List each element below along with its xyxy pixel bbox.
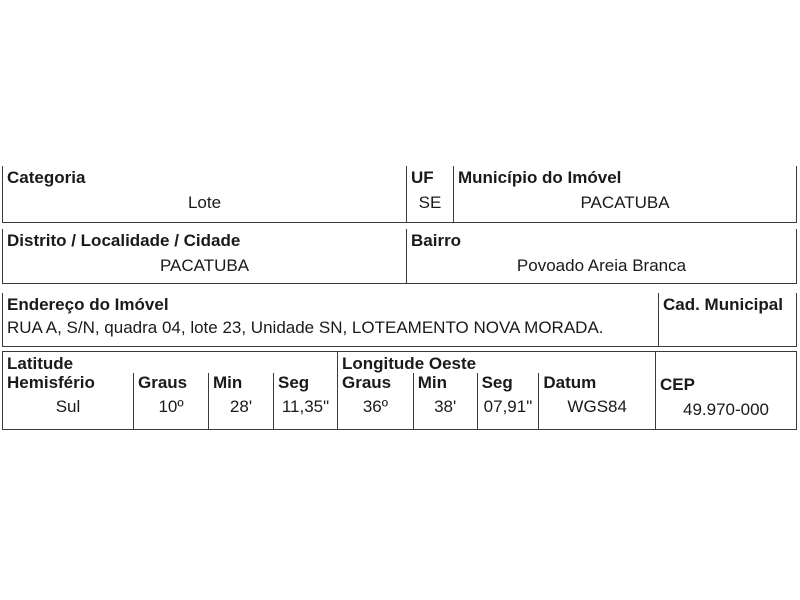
cep-label: CEP — [660, 375, 695, 394]
field-lat-min — [208, 373, 273, 429]
lon-seg-label: Seg — [481, 373, 513, 392]
lon-graus-value: 36º — [362, 397, 388, 416]
uf-value: SE — [418, 193, 442, 212]
field-uf — [406, 166, 453, 222]
field-cad-municipal — [658, 293, 796, 346]
row-endereco-cad — [2, 293, 797, 347]
field-lat-graus — [133, 373, 208, 429]
field-lat-hemisferio — [3, 373, 133, 429]
bairro-label: Bairro — [411, 231, 462, 250]
cad-municipal-value — [659, 314, 796, 320]
uf-label: UF — [411, 168, 434, 187]
field-lon-min — [413, 373, 477, 429]
row-distrito-bairro — [2, 229, 797, 284]
lat-min-value: 28' — [229, 397, 253, 416]
datum-value: WGS84 — [567, 397, 627, 416]
row-coordinates — [2, 351, 797, 430]
field-lon-seg — [477, 373, 539, 429]
longitude-group — [337, 352, 655, 429]
lat-hemisferio-value: Sul — [55, 397, 81, 416]
categoria-value: Lote — [187, 193, 222, 212]
lon-min-value: 38' — [434, 397, 457, 416]
field-datum — [538, 373, 655, 429]
municipio-label: Município do Imóvel — [458, 168, 622, 187]
longitude-group-label: Longitude Oeste — [342, 354, 477, 373]
latitude-group — [3, 352, 337, 429]
distrito-label: Distrito / Localidade / Cidade — [7, 231, 241, 250]
municipio-value: PACATUBA — [580, 193, 670, 212]
latitude-subcolumns — [3, 373, 337, 429]
distrito-value: PACATUBA — [159, 256, 250, 275]
bairro-value: Povoado Areia Branca — [516, 256, 687, 275]
lat-min-label: Min — [213, 373, 243, 392]
field-endereco — [3, 293, 658, 346]
lon-graus-label: Graus — [342, 373, 392, 392]
field-categoria — [3, 166, 406, 222]
field-municipio — [453, 166, 796, 222]
lat-seg-label: Seg — [278, 373, 310, 392]
row-categoria-uf-municipio — [2, 166, 797, 223]
endereco-label: Endereço do Imóvel — [7, 295, 169, 314]
lat-hemisferio-label: Hemisfério — [7, 373, 95, 392]
lat-graus-label: Graus — [138, 373, 188, 392]
field-cep — [655, 352, 796, 429]
field-bairro — [406, 229, 796, 283]
lon-min-label: Min — [417, 373, 448, 392]
lat-graus-value: 10º — [158, 397, 184, 416]
datum-label: Datum — [543, 373, 597, 392]
longitude-subcolumns — [338, 373, 655, 429]
cep-value: 49.970-000 — [682, 400, 770, 419]
latitude-group-label: Latitude — [7, 354, 74, 373]
lon-seg-value: 07,91" — [483, 397, 533, 416]
field-distrito — [3, 229, 406, 283]
cad-municipal-label: Cad. Municipal — [663, 295, 783, 314]
field-lat-seg — [273, 373, 337, 429]
lat-seg-value: 11,35" — [281, 397, 330, 416]
endereco-value: RUA A, S/N, quadra 04, lote 23, Unidade SN, LOTEAMENTO NOVA MORADA. — [7, 318, 604, 337]
field-lon-graus — [338, 373, 413, 429]
cep-header-spacer — [656, 352, 796, 373]
categoria-label: Categoria — [7, 168, 86, 187]
